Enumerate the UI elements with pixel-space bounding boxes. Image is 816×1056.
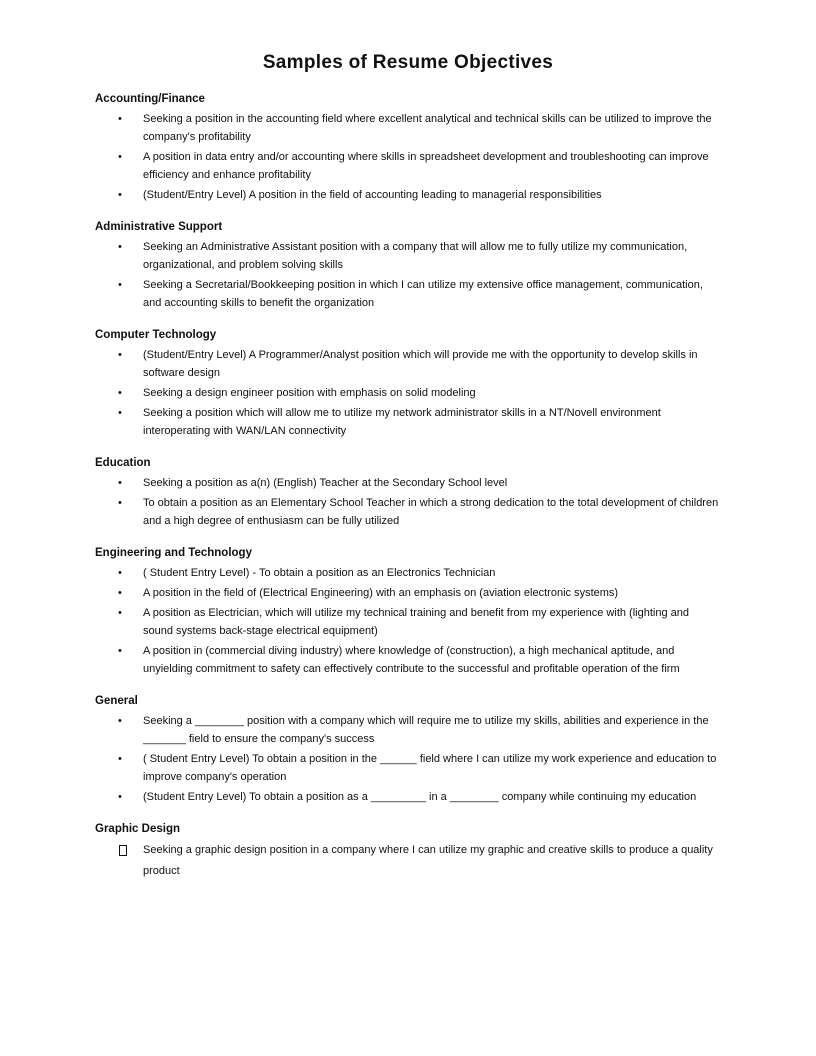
bullet-icon: • [118, 607, 122, 619]
objective-item [95, 712, 720, 748]
section-heading: Computer Technology [95, 329, 217, 341]
box-bullet-icon [119, 845, 127, 856]
objective-item [95, 788, 720, 806]
objective-list [95, 840, 720, 882]
bullet-icon: • [118, 587, 122, 599]
bullet-icon: • [118, 189, 122, 201]
bullet-icon: • [118, 567, 122, 579]
objective-text: (Student/Entry Level) A position in the field of accounting leading to managerial responsibilities [143, 189, 602, 201]
objective-list [95, 110, 720, 204]
document-body [95, 91, 720, 897]
objective-item [95, 642, 720, 678]
objective-text: A position in (commercial diving industry) where knowledge of (construction), a high mechanical aptitude, and unyielding commitment to safety can effectively contribute to the successful and profitable operation of the firm [143, 645, 680, 675]
objective-text: A position in data entry and/or accounting where skills in spreadsheet development and troubleshooting can improve efficiency and enhance profitability [143, 151, 709, 181]
objective-text: Seeking a position which will allow me to utilize my network administrator skills in a NT/Novell environment interoperating with WAN/LAN connectivity [143, 407, 661, 437]
section-accounting-finance [95, 91, 720, 204]
document-title: Samples of Resume Objectives [262, 52, 554, 73]
section-heading: General [95, 695, 138, 707]
objective-text: Seeking a ________ position with a company which will require me to utilize my skills, abilities and experience in the _______ field to ensure the company's success [143, 715, 709, 745]
bullet-icon: • [118, 113, 122, 125]
section-general [95, 693, 720, 806]
objective-item [95, 750, 720, 786]
objective-item [95, 474, 720, 492]
section-computer-technology [95, 327, 720, 440]
bullet-icon: • [118, 407, 122, 419]
section-heading: Accounting/Finance [95, 93, 205, 105]
objective-text: (Student/Entry Level) A Programmer/Analyst position which will provide me with the opportunity to develop skills in software design [143, 349, 698, 379]
section-heading: Education [95, 457, 151, 469]
objective-text: ( Student Entry Level) - To obtain a position as an Electronics Technician [143, 567, 496, 579]
objective-item [95, 110, 720, 146]
objective-text: ( Student Entry Level) To obtain a position in the ______ field where I can utilize my work experience and education to improve company's operation [143, 753, 717, 783]
objective-text: Seeking a design engineer position with emphasis on solid modeling [143, 387, 476, 399]
objective-item [95, 148, 720, 184]
objective-text: Seeking an Administrative Assistant position with a company that will allow me to fully utilize my communication, organizational, and problem solving skills [143, 241, 688, 271]
bullet-icon: • [118, 279, 122, 291]
section-heading: Administrative Support [95, 221, 223, 233]
objective-text: Seeking a position as a(n) (English) Teacher at the Secondary School level [143, 477, 508, 489]
objective-text: Seeking a Secretarial/Bookkeeping position in which I can utilize my extensive office management, communication, and accounting skills to benefit the organization [143, 279, 703, 309]
objective-item [95, 276, 720, 312]
objective-item [95, 564, 720, 582]
objective-item [95, 840, 720, 882]
section-education [95, 455, 720, 530]
bullet-icon: • [118, 349, 122, 361]
bullet-icon: • [118, 497, 122, 509]
bullet-icon: • [118, 387, 122, 399]
objective-item [95, 494, 720, 530]
objective-list [95, 712, 720, 806]
objective-text: A position in the field of (Electrical Engineering) with an emphasis on (aviation electronic systems) [143, 587, 619, 599]
objective-item [95, 346, 720, 382]
section-administrative-support [95, 219, 720, 312]
objective-item [95, 584, 720, 602]
objective-text: To obtain a position as an Elementary School Teacher in which a strong dedication to the total development of children and a high degree of enthusiasm can be fully utilized [143, 497, 719, 527]
bullet-icon: • [118, 151, 122, 163]
bullet-icon: • [118, 753, 122, 765]
objective-item [95, 404, 720, 440]
section-heading: Graphic Design [95, 823, 180, 835]
objective-list [95, 238, 720, 312]
bullet-icon: • [118, 791, 122, 803]
objective-text: A position as Electrician, which will utilize my technical training and benefit from my experience with (lighting and sound systems back-stage electrical equipment) [143, 607, 689, 637]
section-engineering-technology [95, 545, 720, 678]
objective-item [95, 238, 720, 274]
bullet-icon: • [118, 645, 122, 657]
objective-item [95, 604, 720, 640]
bullet-icon: • [118, 715, 122, 727]
bullet-icon: • [118, 477, 122, 489]
bullet-icon: • [118, 241, 122, 253]
section-graphic-design [95, 821, 720, 882]
objective-list [95, 474, 720, 530]
objective-text: Seeking a position in the accounting field where excellent analytical and technical skills can be utilized to improve the company's profitability [143, 113, 712, 143]
objective-list [95, 564, 720, 678]
objective-list [95, 346, 720, 440]
objective-text: Seeking a graphic design position in a company where I can utilize my graphic and creative skills to produce a quality product [143, 844, 713, 877]
objective-item [95, 186, 720, 204]
objective-text: (Student Entry Level) To obtain a position as a _________ in a ________ company while continuing my education [143, 791, 697, 803]
section-heading: Engineering and Technology [95, 547, 252, 559]
objective-item [95, 384, 720, 402]
